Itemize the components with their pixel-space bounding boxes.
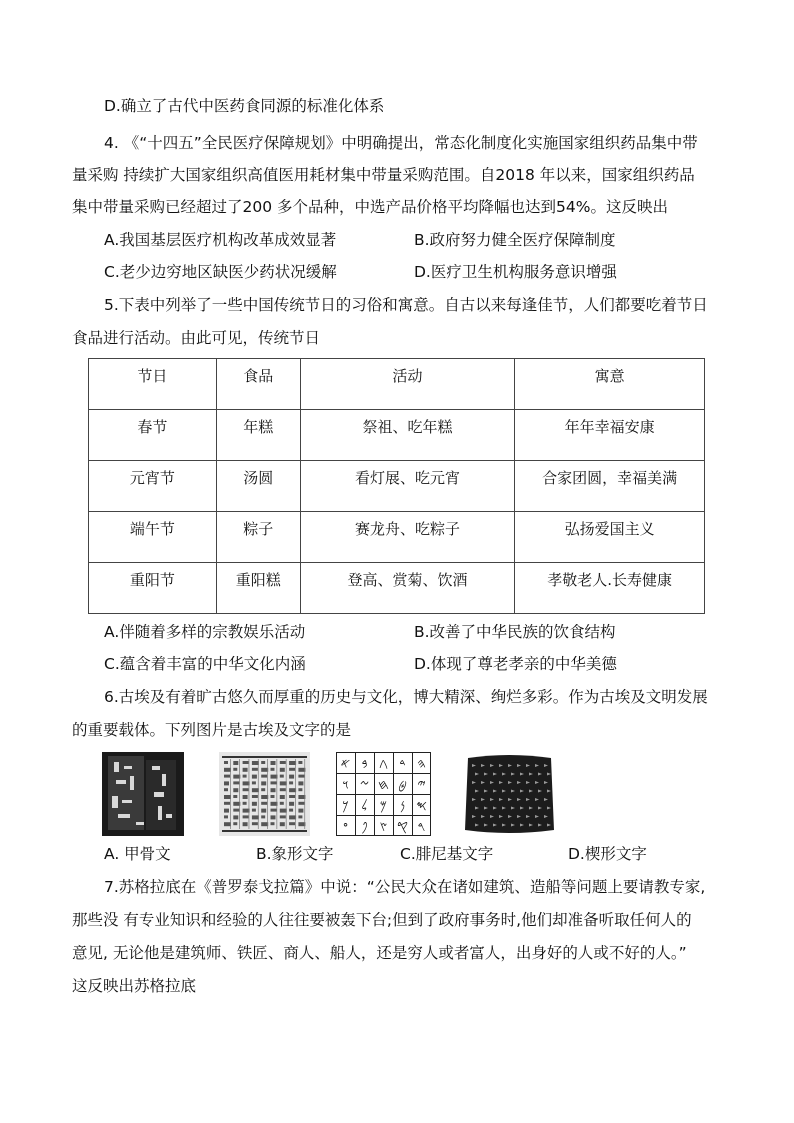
hieroglyph-mark — [224, 809, 229, 813]
table-row — [89, 461, 705, 512]
hieroglyph-mark — [252, 809, 256, 812]
hieroglyph-mark — [271, 815, 276, 819]
hieroglyph-mark — [280, 815, 286, 818]
phoenician-glyph: 𐤃 — [399, 757, 406, 772]
hieroglyph-mark — [289, 788, 296, 792]
hieroglyph-mark — [243, 809, 250, 813]
table-cell: 看灯展、吃元宵 — [300, 461, 515, 512]
hieroglyph-mark — [280, 781, 287, 785]
hieroglyph-mark — [224, 802, 230, 805]
hieroglyph-image — [219, 752, 310, 836]
hieroglyph-mark — [261, 809, 266, 813]
hieroglyph-mark — [224, 768, 231, 772]
q6-option-c: C.腓尼基文字 — [400, 845, 494, 863]
table-header-cell: 活动 — [300, 359, 515, 410]
hieroglyph-mark — [252, 822, 258, 825]
hieroglyph-mark — [280, 822, 285, 826]
hieroglyph-mark — [243, 815, 249, 818]
q4-option-b: B.政府努力健全医疗保障制度 — [414, 231, 616, 249]
hieroglyph-mark — [252, 768, 258, 771]
phoenician-glyph: 𐤊 — [342, 799, 349, 814]
hieroglyph-mark — [298, 815, 302, 818]
q4-stem-line2: 量采购 持续扩大国家组织高值医用耗材集中带量采购范围。自2018 年以来，国家组织药品 — [72, 166, 695, 184]
hieroglyph-mark — [289, 775, 294, 779]
q5-option-c: C.蕴含着丰富的中华文化内涵 — [104, 655, 306, 673]
phoenician-alphabet-image — [336, 752, 431, 836]
phoenician-glyph: 𐤁 — [361, 757, 368, 772]
hieroglyph-mark — [280, 768, 285, 772]
table-cell: 春节 — [89, 410, 217, 461]
hieroglyph-mark — [261, 815, 265, 818]
hieroglyph-mark — [243, 761, 249, 764]
hieroglyph-mark — [243, 768, 248, 772]
phoenician-glyph: 𐤀 — [340, 757, 351, 772]
hieroglyph-mark — [243, 802, 247, 805]
phoenician-glyph: 𐤅 — [342, 778, 349, 793]
q6-stem-line1: 6.古埃及有着旷古悠久而厚重的历史与文化，博大精深、绚烂多彩。作为古埃及文明发展 — [104, 688, 708, 706]
phoenician-glyph: 𐤓 — [417, 820, 426, 835]
q7-stem-line3: 意见, 无论他是建筑师、铁匠、商人、船人，还是穷人或者富人，出身好的人或不好的人。” — [72, 944, 687, 962]
table-header-cell: 食品 — [216, 359, 300, 410]
table-cell: 元宵节 — [89, 461, 217, 512]
phoenician-glyph: 𐤉 — [417, 778, 426, 793]
hieroglyph-mark — [298, 761, 302, 764]
table-header-cell: 寓意 — [515, 359, 705, 410]
table-cell: 端午节 — [89, 512, 217, 563]
hieroglyph-mark — [289, 822, 295, 825]
hieroglyph-mark — [280, 761, 286, 764]
hieroglyph-mark — [261, 788, 265, 791]
hieroglyph-mark — [289, 768, 295, 771]
hieroglyph-mark — [243, 795, 248, 799]
q4-stem-line1: 4. 《“十四五”全民医疗保障规划》中明确提出，常态化制度化实施国家组织药品集中带 — [104, 134, 698, 152]
hieroglyph-mark — [280, 802, 284, 805]
hieroglyph-mark — [271, 809, 277, 812]
hieroglyph-mark — [271, 768, 275, 771]
hieroglyph-mark — [233, 809, 239, 812]
hieroglyph-mark — [298, 809, 303, 813]
hieroglyph-mark — [298, 802, 304, 805]
hieroglyph-mark — [298, 795, 305, 799]
hieroglyph-mark — [243, 822, 248, 826]
q6-option-a: A. 甲骨文 — [104, 845, 171, 863]
phoenician-glyph: 𐤌 — [379, 799, 388, 814]
hieroglyph-mark — [271, 775, 278, 779]
hieroglyph-mark — [224, 815, 228, 818]
phoenician-glyph: 𐤐 — [361, 820, 368, 835]
phoenician-glyph: 𐤑 — [379, 820, 388, 835]
hieroglyph-mark — [280, 809, 287, 813]
hieroglyph-mark — [233, 795, 237, 798]
hieroglyph-mark — [289, 761, 296, 765]
phoenician-glyph: 𐤏 — [343, 820, 348, 835]
hieroglyph-mark — [233, 815, 238, 819]
phoenician-glyph: 𐤒 — [397, 820, 408, 835]
q4-stem-line3: 集中带量采购已经超过了200 多个品种，中选产品价格平均降幅也达到54%。这反映出 — [72, 198, 668, 216]
hieroglyph-mark — [298, 781, 303, 785]
table-cell: 登高、赏菊、饮酒 — [300, 563, 515, 614]
q5-option-b: B.改善了中华民族的饮食结构 — [414, 623, 616, 641]
table-cell: 粽子 — [216, 512, 300, 563]
q4-option-a: A.我国基层医疗机构改革成效显著 — [104, 231, 337, 249]
hieroglyph-mark — [252, 761, 259, 765]
phoenician-glyph: 𐤋 — [361, 799, 368, 814]
phoenician-glyph: 𐤄 — [417, 757, 426, 772]
phoenician-glyph: 𐤇 — [378, 778, 389, 793]
q4-option-d: D.医疗卫生机构服务意识增强 — [414, 263, 617, 281]
hieroglyph-mark — [224, 788, 228, 791]
hieroglyph-mark — [289, 802, 294, 806]
hieroglyph-mark — [280, 775, 284, 778]
hieroglyph-mark — [289, 781, 293, 784]
q3-option-d: D.确立了古代中医药食同源的标准化体系 — [104, 97, 385, 115]
q5-option-a: A.伴随着多样的宗教娱乐活动 — [104, 623, 306, 641]
hieroglyph-mark — [252, 815, 259, 819]
phoenician-glyph: 𐤎 — [416, 799, 427, 814]
hieroglyph-mark — [233, 802, 240, 806]
festival-table — [88, 358, 705, 614]
q6-option-d: D.楔形文字 — [568, 845, 647, 863]
hieroglyph-mark — [280, 795, 285, 799]
hieroglyph-mark — [243, 775, 247, 778]
hieroglyph-mark — [252, 802, 257, 806]
hieroglyph-mark — [233, 775, 240, 779]
q7-stem-line1: 7.苏格拉底在《普罗泰戈拉篇》中说：“公民大众在诸如建筑、造船等问题上要请教专家, — [104, 878, 706, 896]
hieroglyph-mark — [298, 788, 302, 791]
hieroglyph-mark — [233, 822, 237, 825]
oracle-bone-image — [102, 752, 184, 836]
hieroglyph-mark — [298, 822, 305, 826]
hieroglyph-mark — [261, 781, 266, 785]
table-cell: 年糕 — [216, 410, 300, 461]
hieroglyph-mark — [261, 775, 267, 778]
hieroglyph-mark — [243, 781, 250, 785]
phoenician-glyph: 𐤂 — [378, 757, 389, 772]
table-cell: 祭祖、吃年糕 — [300, 410, 515, 461]
hieroglyph-mark — [252, 788, 259, 792]
q7-stem-line2: 那些没 有专业知识和经验的人往往要被轰下台;但到了政府事务时,他们却准备听取任何人的 — [72, 911, 692, 929]
hieroglyph-mark — [271, 795, 275, 798]
hieroglyph-mark — [271, 822, 275, 825]
hieroglyph-mark — [252, 781, 256, 784]
hieroglyph-mark — [271, 761, 276, 765]
hieroglyph-mark — [261, 768, 268, 772]
hieroglyph-mark — [252, 795, 258, 798]
table-row — [89, 512, 705, 563]
table-header-cell: 节日 — [89, 359, 217, 410]
table-row — [89, 410, 705, 461]
hieroglyph-mark — [233, 781, 239, 784]
hieroglyph-mark — [261, 761, 265, 764]
hieroglyph-mark — [233, 768, 237, 771]
q6-option-b: B.象形文字 — [256, 845, 334, 863]
hieroglyph-mark — [271, 781, 277, 784]
table-cell: 年年幸福安康 — [515, 410, 705, 461]
hieroglyph-mark — [280, 788, 286, 791]
q5-option-d: D.体现了尊老孝亲的中华美德 — [414, 655, 617, 673]
q4-option-c: C.老少边穷地区缺医少药状况缓解 — [104, 263, 337, 281]
hieroglyph-mark — [224, 761, 228, 764]
table-cell: 重阳糕 — [216, 563, 300, 614]
table-cell: 弘扬爱国主义 — [515, 512, 705, 563]
q5-stem-line1: 5.下表中列举了一些中国传统节日的习俗和寓意。自古以来每逢佳节，人们都要吃着节日 — [104, 296, 708, 314]
hieroglyph-mark — [289, 795, 295, 798]
hieroglyph-mark — [261, 802, 267, 805]
hieroglyph-mark — [261, 795, 268, 799]
table-cell: 孝敬老人.长寿健康 — [515, 563, 705, 614]
hieroglyph-mark — [224, 781, 229, 785]
hieroglyph-mark — [289, 815, 296, 819]
cuneiform-tablet-image — [462, 752, 557, 836]
q6-stem-line2: 的重要载体。下列图片是古埃及文字的是 — [72, 721, 352, 739]
table-cell: 汤圆 — [216, 461, 300, 512]
phoenician-glyph: 𐤈 — [398, 778, 407, 793]
table-cell: 合家团圆，幸福美满 — [515, 461, 705, 512]
table-cell: 重阳节 — [89, 563, 217, 614]
hieroglyph-mark — [289, 809, 293, 812]
hieroglyph-mark — [298, 775, 304, 778]
phoenician-glyph: 𐤆 — [359, 778, 370, 793]
hieroglyph-mark — [224, 822, 231, 826]
table-cell: 赛龙舟、吃粽子 — [300, 512, 515, 563]
table-row — [89, 563, 705, 614]
hieroglyph-mark — [224, 795, 231, 799]
q5-stem-line2: 食品进行活动。由此可见，传统节日 — [72, 329, 321, 347]
hieroglyph-mark — [243, 788, 249, 791]
q7-stem-line4: 这反映出苏格拉底 — [72, 977, 197, 995]
hieroglyph-mark — [298, 768, 305, 772]
hieroglyph-mark — [271, 788, 276, 792]
hieroglyph-mark — [252, 775, 257, 779]
hieroglyph-mark — [233, 788, 238, 792]
hieroglyph-mark — [233, 761, 238, 765]
hieroglyph-mark — [261, 822, 268, 826]
hieroglyph-mark — [271, 802, 278, 806]
phoenician-glyph: 𐤍 — [400, 799, 405, 814]
table-header-row — [89, 359, 705, 410]
hieroglyph-mark — [224, 775, 230, 778]
